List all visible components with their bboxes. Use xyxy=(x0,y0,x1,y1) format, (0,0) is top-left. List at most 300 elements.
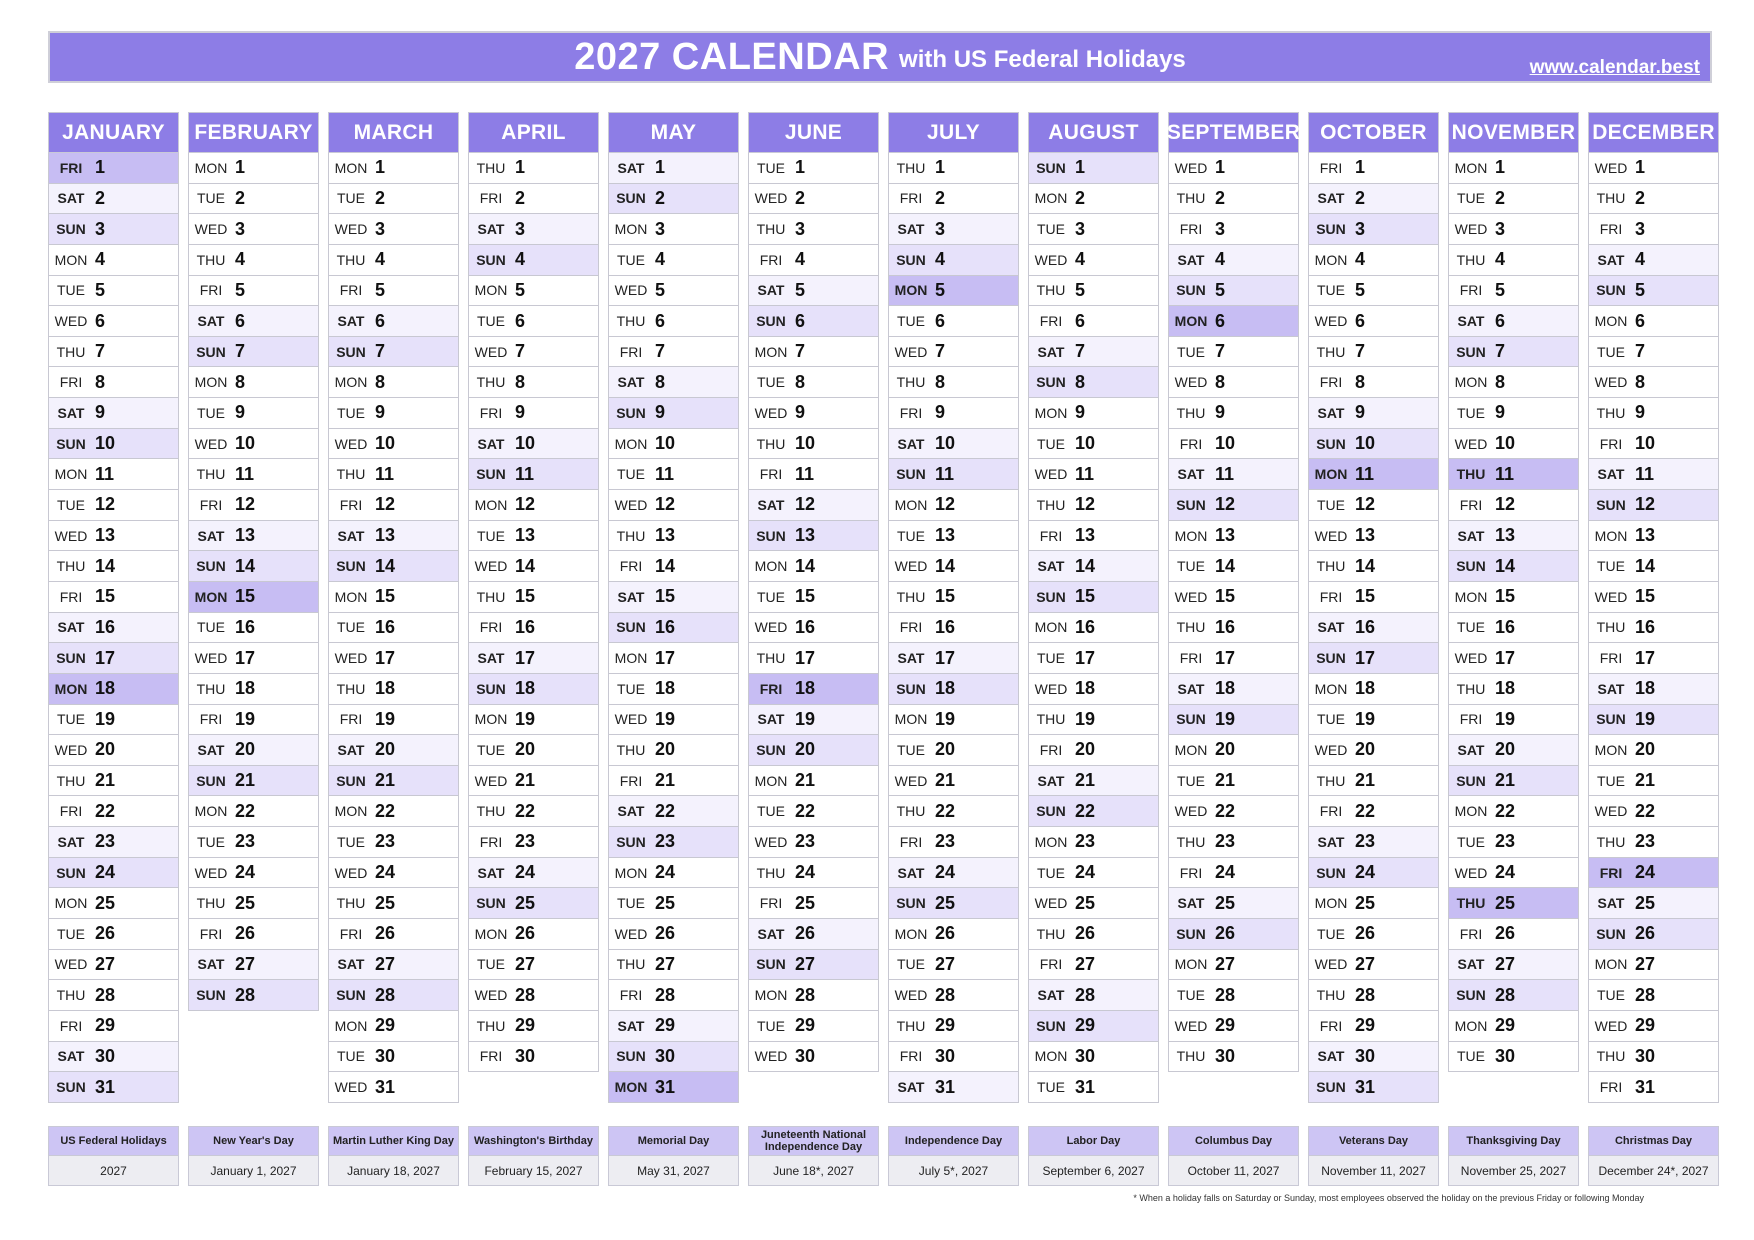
day-number: 9 xyxy=(1075,402,1086,423)
day-number: 24 xyxy=(655,862,676,883)
day-number: 10 xyxy=(1635,433,1656,454)
day-of-week: SAT xyxy=(1037,343,1065,360)
day-of-week: MON xyxy=(194,588,228,605)
day-cell xyxy=(328,1042,459,1073)
day-number: 17 xyxy=(235,647,256,668)
holiday-entry xyxy=(1308,1126,1439,1186)
day-cell xyxy=(888,245,1019,276)
day-cell xyxy=(888,582,1019,613)
day-cell xyxy=(48,827,179,858)
day-number: 10 xyxy=(1215,433,1236,454)
day-cell xyxy=(1308,184,1439,215)
day-cell xyxy=(1448,490,1579,521)
day-number: 13 xyxy=(1495,525,1516,545)
day-number: 2 xyxy=(1215,187,1226,208)
day-cell xyxy=(748,980,879,1011)
day-cell xyxy=(328,827,459,858)
day-number: 15 xyxy=(1495,586,1516,607)
day-cell xyxy=(1308,919,1439,950)
day-of-week: TUE xyxy=(57,496,85,513)
day-cell xyxy=(748,153,879,184)
day-of-week: WED xyxy=(614,711,648,728)
day-cell xyxy=(1308,582,1439,613)
day-cell xyxy=(1308,490,1439,521)
day-number: 27 xyxy=(1635,953,1656,974)
day-cell xyxy=(1308,1042,1439,1073)
day-cell xyxy=(48,490,179,521)
day-of-week: SUN xyxy=(1036,588,1066,605)
day-cell xyxy=(888,919,1019,950)
day-cell xyxy=(1028,521,1159,552)
day-cell xyxy=(888,1072,1019,1103)
day-number: 13 xyxy=(1215,525,1236,545)
day-of-week: WED xyxy=(1174,588,1208,605)
day-cell xyxy=(1168,582,1299,613)
day-cell xyxy=(468,153,599,184)
day-of-week: SUN xyxy=(1316,1079,1346,1096)
day-cell xyxy=(1168,643,1299,674)
day-of-week: FRI xyxy=(479,833,503,850)
day-cell xyxy=(188,950,319,981)
day-of-week: SUN xyxy=(616,190,646,207)
day-of-week: SAT xyxy=(337,956,365,973)
day-number: 24 xyxy=(1635,862,1656,883)
day-number: 17 xyxy=(95,647,116,668)
day-of-week: MON xyxy=(1034,404,1068,421)
day-of-week: THU xyxy=(896,159,926,176)
day-number: 19 xyxy=(795,708,816,729)
day-of-week: SAT xyxy=(1597,895,1625,912)
day-number: 11 xyxy=(1215,463,1235,484)
day-number: 17 xyxy=(795,647,816,668)
day-number: 21 xyxy=(1355,770,1376,791)
day-number: 13 xyxy=(795,525,816,545)
day-number: 16 xyxy=(1635,616,1656,637)
day-of-week: MON xyxy=(614,435,648,452)
day-cell xyxy=(748,521,879,552)
day-cell xyxy=(1168,858,1299,889)
day-number: 8 xyxy=(1215,371,1226,392)
day-of-week: SAT xyxy=(757,282,785,299)
day-number: 31 xyxy=(1075,1076,1096,1097)
day-of-week: TUE xyxy=(477,741,505,758)
day-number: 6 xyxy=(935,310,946,331)
day-of-week: MON xyxy=(894,282,928,299)
day-cell xyxy=(1448,705,1579,736)
day-of-week: MON xyxy=(54,895,88,912)
day-number: 9 xyxy=(1215,402,1226,423)
day-number: 28 xyxy=(95,984,116,1005)
day-of-week: TUE xyxy=(1457,1048,1485,1065)
day-of-week: FRI xyxy=(1459,496,1483,513)
day-cell xyxy=(1028,337,1159,368)
day-number: 8 xyxy=(1635,371,1646,392)
day-cell xyxy=(1028,643,1159,674)
day-cell xyxy=(888,888,1019,919)
day-of-week: SUN xyxy=(756,313,786,330)
day-of-week: FRI xyxy=(199,925,223,942)
day-number: 11 xyxy=(795,463,815,484)
day-number: 20 xyxy=(655,739,676,760)
day-cell xyxy=(1308,796,1439,827)
day-cell xyxy=(1588,705,1719,736)
day-number: 23 xyxy=(935,831,956,852)
day-number: 15 xyxy=(1075,586,1096,607)
day-of-week: WED xyxy=(474,343,508,360)
day-cell xyxy=(748,919,879,950)
day-number: 29 xyxy=(935,1015,956,1036)
day-cell xyxy=(1308,153,1439,184)
day-of-week: SUN xyxy=(336,987,366,1004)
day-of-week: SAT xyxy=(1177,680,1205,697)
day-of-week: WED xyxy=(194,650,228,667)
day-number: 17 xyxy=(935,647,956,668)
day-cell xyxy=(468,1011,599,1042)
day-number: 26 xyxy=(1495,923,1516,944)
day-number: 20 xyxy=(1355,739,1376,760)
day-number: 18 xyxy=(1215,678,1236,699)
day-of-week: MON xyxy=(1034,619,1068,636)
day-of-week: SUN xyxy=(56,650,86,667)
day-cell xyxy=(1588,459,1719,490)
day-cell xyxy=(328,796,459,827)
day-of-week: MON xyxy=(894,711,928,728)
day-cell xyxy=(748,398,879,429)
day-number: 19 xyxy=(95,708,116,729)
day-of-week: SUN xyxy=(1596,496,1626,513)
day-of-week: WED xyxy=(1594,159,1628,176)
day-of-week: MON xyxy=(754,772,788,789)
day-cell xyxy=(1308,551,1439,582)
day-cell xyxy=(608,582,739,613)
day-of-week: THU xyxy=(56,343,86,360)
day-of-week: SUN xyxy=(1596,925,1626,942)
day-number: 25 xyxy=(1635,892,1656,913)
day-number: 20 xyxy=(1075,739,1096,760)
day-number: 20 xyxy=(1215,739,1236,760)
day-cell xyxy=(1448,1011,1579,1042)
day-of-week: SAT xyxy=(1177,895,1205,912)
day-cell xyxy=(1168,1011,1299,1042)
day-of-week: MON xyxy=(1454,1017,1488,1034)
day-of-week: SAT xyxy=(617,803,645,820)
day-of-week: FRI xyxy=(1319,803,1343,820)
day-cell xyxy=(188,459,319,490)
day-cell xyxy=(608,398,739,429)
day-of-week: SUN xyxy=(1176,925,1206,942)
day-cell xyxy=(1448,643,1579,674)
day-of-week: MON xyxy=(1034,190,1068,207)
day-of-week: SAT xyxy=(1597,466,1625,483)
day-of-week: MON xyxy=(1174,741,1208,758)
day-number: 26 xyxy=(1355,923,1376,944)
day-number: 18 xyxy=(1075,678,1096,699)
day-number: 9 xyxy=(515,402,526,423)
day-cell xyxy=(328,858,459,889)
day-of-week: SUN xyxy=(476,466,506,483)
day-of-week: TUE xyxy=(1037,1079,1065,1096)
day-of-week: SAT xyxy=(337,313,365,330)
day-cell xyxy=(1028,980,1159,1011)
day-cell xyxy=(188,367,319,398)
day-of-week: FRI xyxy=(1599,221,1623,238)
day-number: 6 xyxy=(1495,310,1506,331)
day-of-week: WED xyxy=(1594,588,1628,605)
day-of-week: SAT xyxy=(1597,251,1625,268)
day-of-week: TUE xyxy=(1177,772,1205,789)
day-number: 24 xyxy=(935,862,956,883)
day-cell xyxy=(1588,643,1719,674)
month-name: AUGUST xyxy=(1028,112,1159,153)
holiday-entry xyxy=(608,1126,739,1186)
day-of-week: THU xyxy=(896,374,926,391)
day-of-week: FRI xyxy=(899,619,923,636)
day-number: 20 xyxy=(1495,739,1516,760)
day-cell xyxy=(48,705,179,736)
day-of-week: THU xyxy=(476,803,506,820)
day-number: 30 xyxy=(1495,1045,1516,1066)
day-of-week: FRI xyxy=(1319,588,1343,605)
day-cell xyxy=(608,459,739,490)
month-name: NOVEMBER xyxy=(1448,112,1579,153)
day-of-week: FRI xyxy=(899,404,923,421)
day-cell xyxy=(748,429,879,460)
day-number: 12 xyxy=(935,494,956,515)
day-number: 30 xyxy=(655,1045,676,1066)
day-cell xyxy=(48,613,179,644)
day-number: 9 xyxy=(1635,402,1646,423)
holiday-date: December 24*, 2027 xyxy=(1588,1156,1719,1186)
day-of-week: SAT xyxy=(897,650,925,667)
day-cell xyxy=(1308,858,1439,889)
holiday-entry xyxy=(468,1126,599,1186)
day-of-week: MON xyxy=(1594,741,1628,758)
day-cell xyxy=(468,858,599,889)
day-of-week: THU xyxy=(476,159,506,176)
day-number: 4 xyxy=(655,249,666,270)
day-of-week: SUN xyxy=(1316,864,1346,881)
day-number: 16 xyxy=(235,616,256,637)
day-cell xyxy=(1448,459,1579,490)
day-cell xyxy=(1588,153,1719,184)
day-of-week: MON xyxy=(614,221,648,238)
day-of-week: FRI xyxy=(1039,527,1063,544)
day-of-week: MON xyxy=(54,466,88,483)
day-number: 23 xyxy=(515,831,536,852)
day-of-week: TUE xyxy=(337,1048,365,1065)
day-cell xyxy=(1168,306,1299,337)
day-cell xyxy=(1168,766,1299,797)
day-of-week: TUE xyxy=(1037,864,1065,881)
day-cell xyxy=(328,306,459,337)
day-number: 25 xyxy=(935,892,956,913)
day-cell xyxy=(468,674,599,705)
day-of-week: FRI xyxy=(1459,711,1483,728)
day-cell xyxy=(48,551,179,582)
day-of-week: MON xyxy=(1454,159,1488,176)
day-cell xyxy=(1308,367,1439,398)
day-cell xyxy=(1028,1011,1159,1042)
day-number: 8 xyxy=(95,371,106,392)
day-of-week: TUE xyxy=(757,374,785,391)
day-of-week: SAT xyxy=(1317,833,1345,850)
day-of-week: THU xyxy=(476,374,506,391)
holiday-name: Columbus Day xyxy=(1168,1126,1299,1156)
day-cell xyxy=(1168,490,1299,521)
day-number: 22 xyxy=(1215,800,1236,821)
day-number: 20 xyxy=(375,739,396,760)
day-cell xyxy=(608,276,739,307)
holiday-entry xyxy=(1588,1126,1719,1186)
day-number: 27 xyxy=(95,953,116,974)
day-cell xyxy=(1308,980,1439,1011)
day-number: 27 xyxy=(515,953,536,974)
day-of-week: TUE xyxy=(757,588,785,605)
day-cell xyxy=(1308,705,1439,736)
day-of-week: THU xyxy=(196,466,226,483)
day-cell xyxy=(48,459,179,490)
day-number: 28 xyxy=(1075,984,1096,1005)
day-of-week: FRI xyxy=(759,466,783,483)
day-of-week: MON xyxy=(1174,313,1208,330)
day-number: 6 xyxy=(1215,310,1226,331)
day-of-week: TUE xyxy=(477,313,505,330)
day-cell xyxy=(1588,1011,1719,1042)
day-of-week: SAT xyxy=(477,221,505,238)
day-of-week: TUE xyxy=(197,190,225,207)
day-number: 22 xyxy=(1075,800,1096,821)
day-of-week: SUN xyxy=(476,680,506,697)
day-of-week: TUE xyxy=(1317,496,1345,513)
day-of-week: THU xyxy=(56,987,86,1004)
day-cell xyxy=(1028,214,1159,245)
day-number: 29 xyxy=(1635,1015,1656,1036)
day-number: 21 xyxy=(1215,770,1236,791)
day-of-week: SUN xyxy=(896,895,926,912)
day-of-week: MON xyxy=(54,251,88,268)
day-number: 28 xyxy=(1495,984,1516,1005)
day-cell xyxy=(888,858,1019,889)
day-number: 17 xyxy=(1635,647,1656,668)
day-cell xyxy=(48,766,179,797)
day-number: 1 xyxy=(1215,157,1226,178)
day-number: 23 xyxy=(375,831,396,852)
day-number: 21 xyxy=(935,770,956,791)
day-number: 26 xyxy=(655,923,676,944)
day-number: 15 xyxy=(515,586,536,607)
day-cell xyxy=(48,245,179,276)
day-of-week: FRI xyxy=(759,680,783,697)
day-number: 16 xyxy=(1075,616,1096,637)
day-number: 10 xyxy=(795,433,816,454)
day-cell xyxy=(888,429,1019,460)
day-cell xyxy=(748,674,879,705)
day-cell xyxy=(1448,1042,1579,1073)
day-cell xyxy=(608,950,739,981)
day-cell xyxy=(468,582,599,613)
day-number: 7 xyxy=(1355,341,1366,362)
day-number: 29 xyxy=(795,1015,816,1036)
day-cell xyxy=(608,490,739,521)
day-number: 16 xyxy=(655,616,676,637)
day-of-week: THU xyxy=(336,895,366,912)
day-cell xyxy=(468,214,599,245)
day-cell xyxy=(1588,888,1719,919)
day-of-week: SUN xyxy=(56,1079,86,1096)
day-cell xyxy=(748,613,879,644)
holiday-name: US Federal Holidays xyxy=(48,1126,179,1156)
day-of-week: WED xyxy=(1034,895,1068,912)
day-cell xyxy=(1448,398,1579,429)
site-link[interactable]: www.calendar.best xyxy=(1529,57,1700,78)
day-cell xyxy=(468,735,599,766)
holiday-name: Thanksgiving Day xyxy=(1448,1126,1579,1156)
day-number: 28 xyxy=(1215,984,1236,1005)
day-number: 11 xyxy=(375,463,395,484)
day-number: 16 xyxy=(515,616,536,637)
day-number: 26 xyxy=(1075,923,1096,944)
day-number: 27 xyxy=(1215,953,1236,974)
day-cell xyxy=(1448,551,1579,582)
day-number: 28 xyxy=(515,984,536,1005)
day-number: 9 xyxy=(1495,402,1506,423)
day-cell xyxy=(608,184,739,215)
day-cell xyxy=(888,367,1019,398)
month-name: SEPTEMBER xyxy=(1168,112,1299,153)
day-number: 22 xyxy=(515,800,536,821)
day-of-week: TUE xyxy=(1457,619,1485,636)
day-cell xyxy=(1588,950,1719,981)
day-number: 15 xyxy=(95,586,116,607)
day-cell xyxy=(328,276,459,307)
day-number: 8 xyxy=(515,371,526,392)
day-cell xyxy=(1588,858,1719,889)
day-of-week: TUE xyxy=(757,159,785,176)
holiday-entry xyxy=(1028,1126,1159,1186)
day-cell xyxy=(1588,766,1719,797)
day-of-week: SAT xyxy=(1317,190,1345,207)
day-number: 14 xyxy=(1635,555,1656,576)
day-number: 12 xyxy=(515,494,536,515)
day-number: 23 xyxy=(1495,831,1516,852)
day-cell xyxy=(888,490,1019,521)
holiday-legend xyxy=(48,1126,1719,1186)
day-number: 13 xyxy=(1635,525,1656,545)
day-of-week: WED xyxy=(1594,374,1628,391)
day-cell xyxy=(1308,398,1439,429)
day-number: 30 xyxy=(1215,1045,1236,1066)
day-cell xyxy=(1028,306,1159,337)
day-cell xyxy=(328,582,459,613)
day-cell xyxy=(1588,521,1719,552)
day-cell xyxy=(48,582,179,613)
day-cell xyxy=(1448,582,1579,613)
day-of-week: SAT xyxy=(197,527,225,544)
holiday-name: Martin Luther King Day xyxy=(328,1126,459,1156)
day-cell xyxy=(888,643,1019,674)
day-of-week: SUN xyxy=(1036,1017,1066,1034)
day-cell xyxy=(608,153,739,184)
day-number: 14 xyxy=(375,555,396,576)
day-of-week: THU xyxy=(1456,680,1486,697)
day-of-week: MON xyxy=(1594,527,1628,544)
day-of-week: TUE xyxy=(1317,711,1345,728)
day-number: 28 xyxy=(935,984,956,1005)
day-of-week: FRI xyxy=(1459,282,1483,299)
day-of-week: SUN xyxy=(1316,435,1346,452)
day-cell xyxy=(328,337,459,368)
day-number: 21 xyxy=(655,770,676,791)
